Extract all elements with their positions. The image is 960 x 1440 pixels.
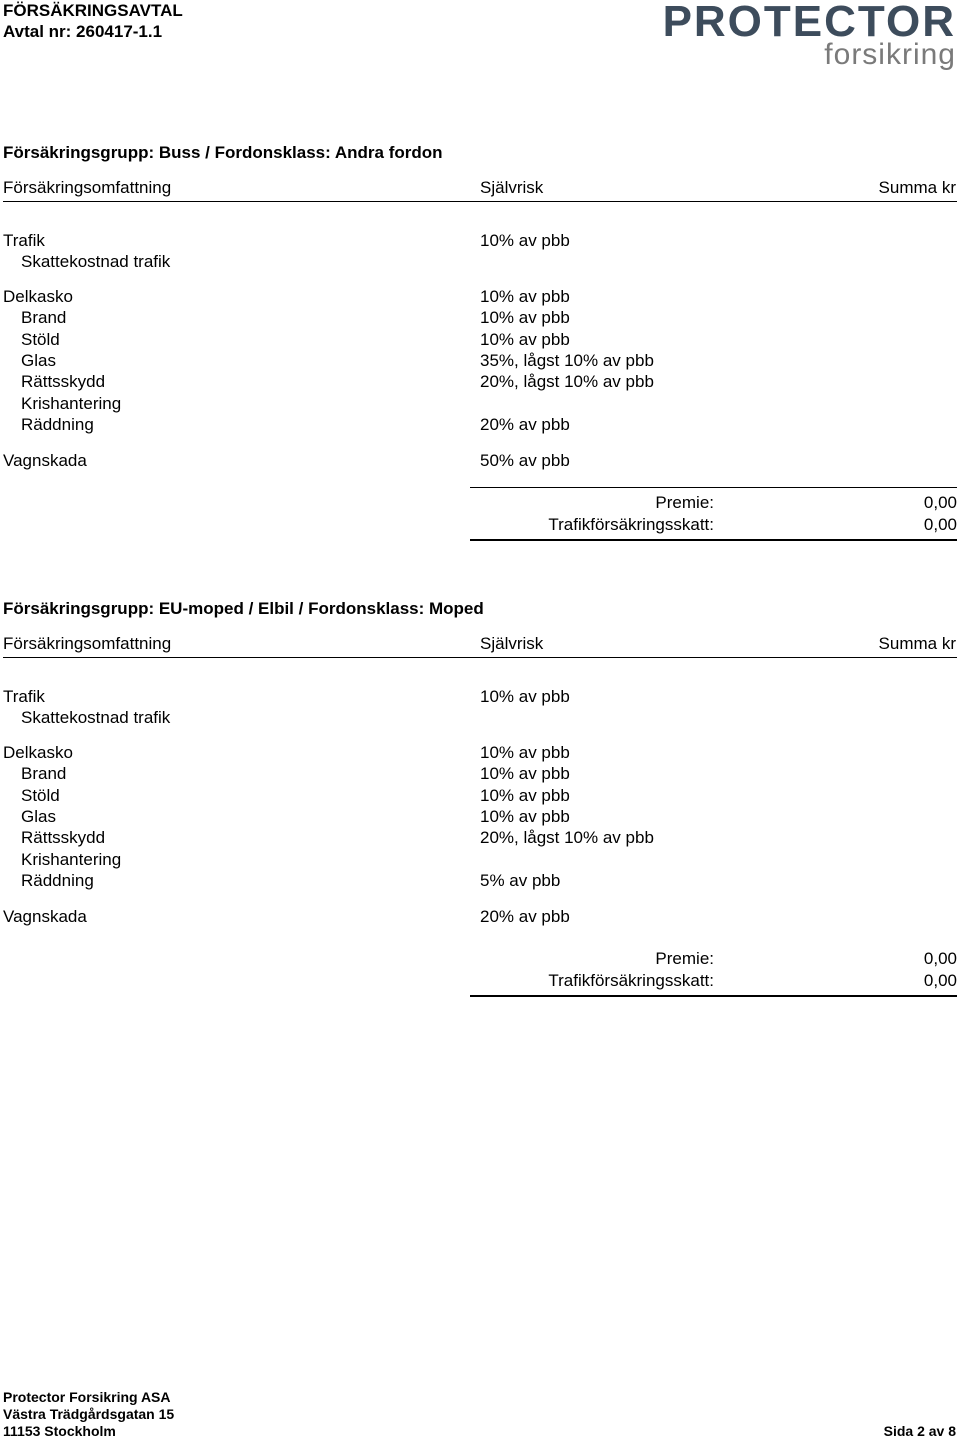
- deductible-value: 10% av pbb: [480, 231, 570, 250]
- footer-city: 11153 Stockholm: [3, 1423, 116, 1439]
- tax-value: 0,00: [923, 515, 957, 534]
- deductible-value: 10% av pbb: [480, 764, 570, 783]
- totals-bottom-divider: [470, 539, 957, 541]
- deductible-value: 10% av pbb: [480, 743, 570, 762]
- table-row: [0, 870, 960, 892]
- deductible-value: 5% av pbb: [480, 871, 561, 890]
- table-row: [0, 686, 960, 708]
- deductible-value: 20% av pbb: [480, 415, 570, 434]
- coverage-label: Rättsskydd: [21, 372, 106, 391]
- table-row: [0, 707, 960, 729]
- footer-address: [3, 1389, 174, 1440]
- page-number: Sida 2 av 8: [883, 1423, 956, 1439]
- coverage-label: Trafik: [3, 231, 45, 250]
- coverage-label: Krishantering: [21, 394, 122, 413]
- coverage-label: Brand: [21, 764, 67, 783]
- coverage-label: Rättsskydd: [21, 828, 106, 847]
- deductible-value: 35%, lågst 10% av pbb: [480, 351, 654, 370]
- tax-row: [470, 970, 957, 992]
- table-row: [0, 230, 960, 252]
- table-row: [0, 906, 960, 928]
- deductible-value: 10% av pbb: [480, 687, 570, 706]
- logo-subtitle: forsikring: [824, 38, 956, 71]
- tax-label: Trafikförsäkringsskatt:: [548, 971, 714, 990]
- group-title: Försäkringsgrupp: EU-moped / Elbil / Fordonsklass: Moped: [3, 599, 484, 618]
- coverage-label: Skattekostnad trafik: [21, 252, 171, 271]
- totals-block: [470, 943, 957, 999]
- coverage-label: Vagnskada: [3, 907, 87, 926]
- deductible-value: 10% av pbb: [480, 330, 570, 349]
- footer-company: Protector Forsikring ASA: [3, 1389, 171, 1405]
- deductible-value: 20%, lågst 10% av pbb: [480, 828, 654, 847]
- header-divider: [3, 657, 957, 658]
- premium-row: [470, 948, 957, 970]
- table-row: [0, 742, 960, 764]
- table-row: [0, 393, 960, 415]
- coverage-label: Trafik: [3, 687, 45, 706]
- deductible-value: 50% av pbb: [480, 451, 570, 470]
- footer-street: Västra Trädgårdsgatan 15: [3, 1406, 175, 1422]
- coverage-label: Glas: [21, 807, 56, 826]
- table-row: [0, 371, 960, 393]
- coverage-label: Stöld: [21, 330, 60, 349]
- deductible-value: 10% av pbb: [480, 287, 570, 306]
- totals-top-divider: [470, 487, 957, 488]
- logo-wordmark: PROTECTOR: [662, 0, 956, 46]
- table-row: [0, 450, 960, 472]
- table-row: [0, 329, 960, 351]
- tax-row: [470, 514, 957, 536]
- premium-label: Premie:: [655, 949, 714, 968]
- premium-value: 0,00: [923, 949, 957, 968]
- table-row: [0, 350, 960, 372]
- table-row: [0, 763, 960, 785]
- column-header-deductible: Självrisk: [480, 634, 544, 653]
- coverage-label: Delkasko: [3, 287, 73, 306]
- coverage-label: Vagnskada: [3, 451, 87, 470]
- table-row: [0, 307, 960, 329]
- header-divider: [3, 201, 957, 202]
- table-row: [0, 827, 960, 849]
- document-title: FÖRSÄKRINGSAVTAL: [3, 1, 183, 20]
- premium-row: [470, 492, 957, 514]
- premium-value: 0,00: [923, 493, 957, 512]
- coverage-label: Delkasko: [3, 743, 73, 762]
- coverage-label: Krishantering: [21, 850, 122, 869]
- column-header-scope: Försäkringsomfattning: [3, 178, 172, 197]
- coverage-label: Skattekostnad trafik: [21, 708, 171, 727]
- totals-block: [470, 487, 957, 543]
- table-row: [0, 414, 960, 436]
- premium-label: Premie:: [655, 493, 714, 512]
- table-row: [0, 806, 960, 828]
- column-header-deductible: Självrisk: [480, 178, 544, 197]
- column-header-sum: Summa kr: [878, 178, 956, 197]
- deductible-value: 10% av pbb: [480, 807, 570, 826]
- deductible-value: 20% av pbb: [480, 907, 570, 926]
- column-header-sum: Summa kr: [878, 634, 956, 653]
- coverage-label: Glas: [21, 351, 56, 370]
- tax-value: 0,00: [923, 971, 957, 990]
- protector-logo: [660, 0, 956, 74]
- totals-bottom-divider: [470, 995, 957, 997]
- contract-number: Avtal nr: 260417-1.1: [3, 22, 163, 41]
- table-row: [0, 286, 960, 308]
- table-row: [0, 251, 960, 273]
- tax-label: Trafikförsäkringsskatt:: [548, 515, 714, 534]
- coverage-label: Räddning: [21, 871, 94, 890]
- deductible-value: 10% av pbb: [480, 308, 570, 327]
- coverage-label: Räddning: [21, 415, 94, 434]
- deductible-value: 10% av pbb: [480, 786, 570, 805]
- table-row: [0, 849, 960, 871]
- deductible-value: 20%, lågst 10% av pbb: [480, 372, 654, 391]
- table-row: [0, 785, 960, 807]
- coverage-label: Brand: [21, 308, 67, 327]
- coverage-label: Stöld: [21, 786, 60, 805]
- column-header-scope: Försäkringsomfattning: [3, 634, 172, 653]
- group-title: Försäkringsgrupp: Buss / Fordonsklass: Andra fordon: [3, 143, 443, 162]
